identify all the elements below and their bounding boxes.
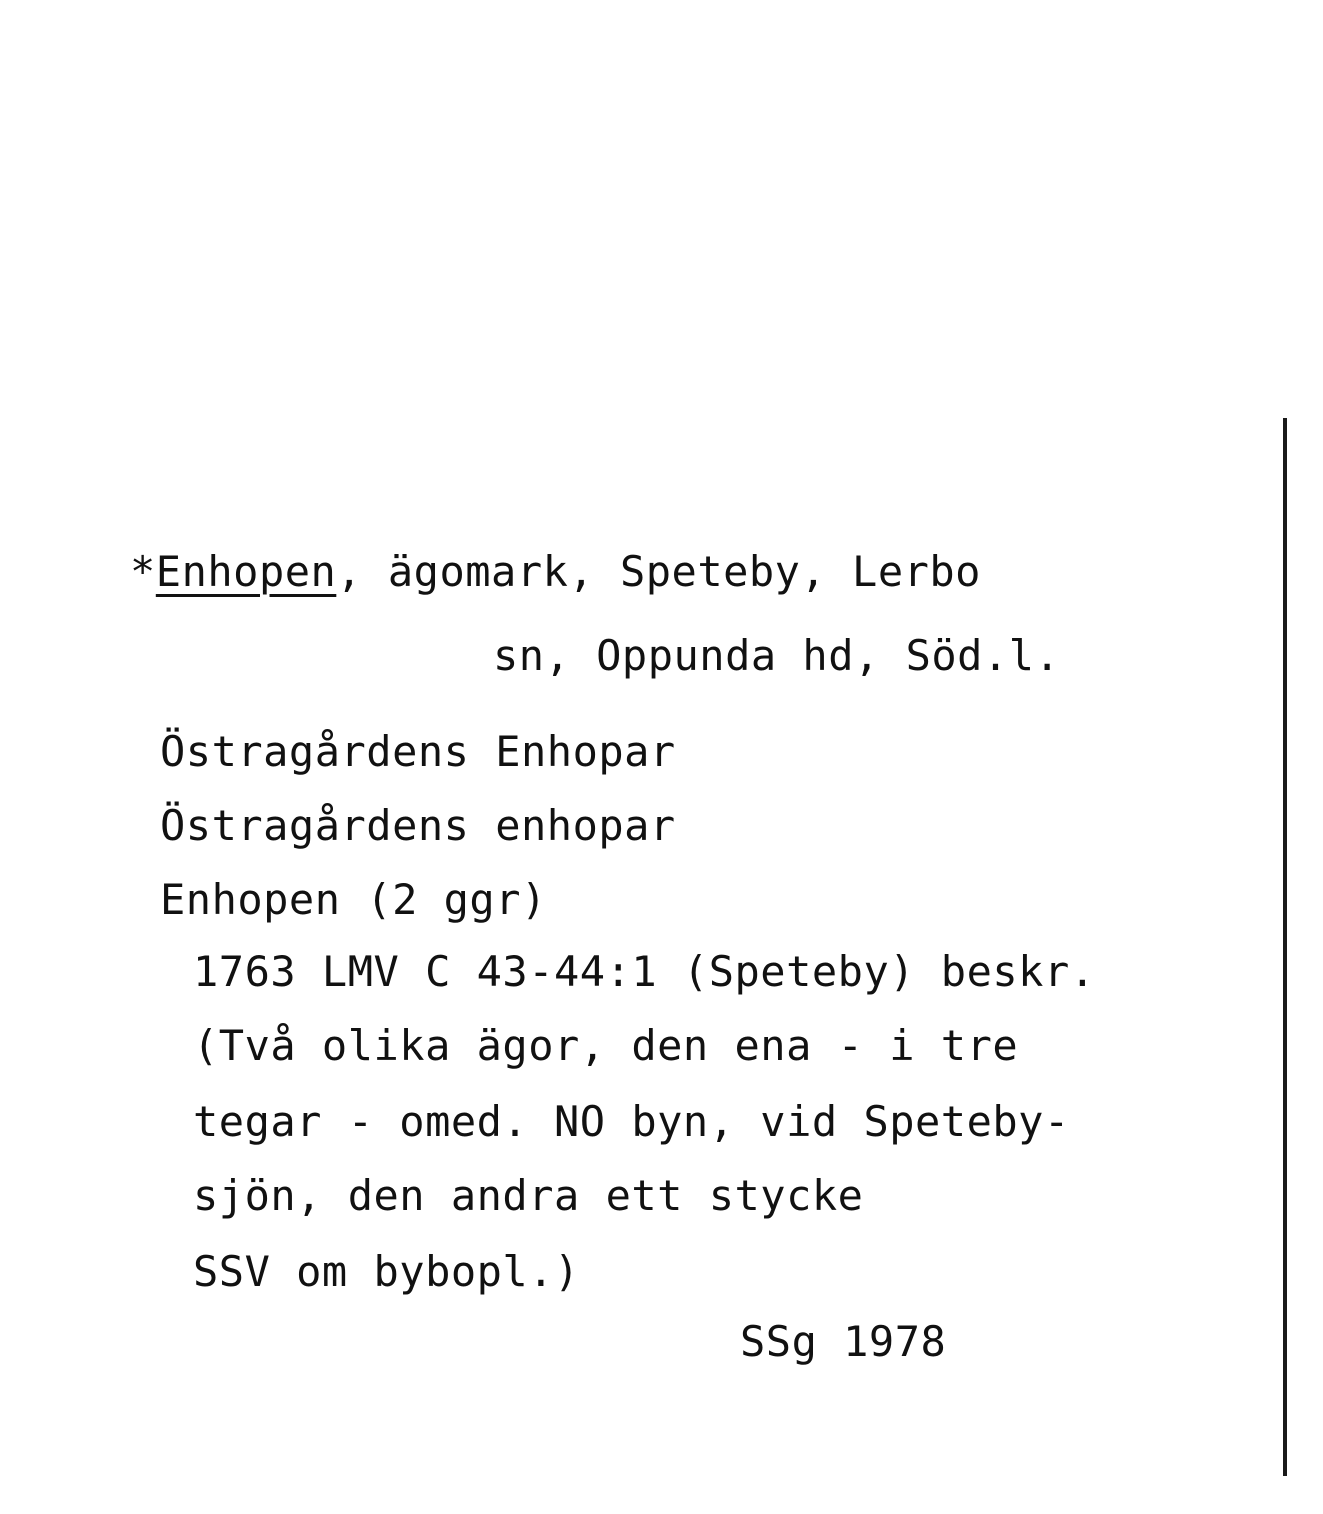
source-line: sjön, den andra ett stycke (193, 1171, 864, 1220)
source-line: SSV om bybopl.) (193, 1247, 580, 1296)
asterisk-mark: * (130, 547, 156, 596)
source-line: tegar - omed. NO byn, vid Speteby- (193, 1097, 1070, 1146)
heading-line-2: sn, Oppunda hd, Söd.l. (493, 631, 1061, 680)
form-line: Östragårdens Enhopar (160, 727, 676, 776)
signature: SSg 1978 (740, 1317, 947, 1366)
place-name: Enhopen (155, 547, 337, 596)
form-line: Östragårdens enhopar (160, 801, 676, 850)
heading-line-1 (130, 548, 981, 596)
heading-description: , ägomark, Speteby, Lerbo (336, 547, 981, 596)
form-line: Enhopen (2 ggr) (160, 875, 547, 924)
source-line: 1763 LMV C 43-44:1 (Speteby) beskr. (193, 947, 1096, 996)
source-line: (Två olika ägor, den ena - i tre (193, 1021, 1019, 1070)
card-edge-line (1283, 418, 1287, 1476)
